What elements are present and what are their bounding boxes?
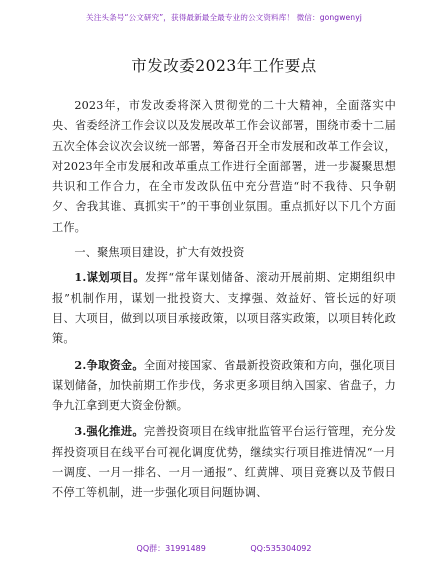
item-text: 完善投资项目在线审批监管平台运行管理，充分发挥投资项目在线平台可视化调度优势，继续实行项目推进情况“一月一调度、一月一排名、一月一通报”、红黄牌、项目竞赛以及节假日不停工等机制，进一步强化项目问题协调、: [52, 425, 396, 500]
item-lead: 2.争取资金。: [74, 357, 144, 372]
list-item: [52, 355, 396, 417]
footer-qq: QQ:535304092: [250, 544, 312, 553]
item-text: 全面对接国家、省最新投资政策和方向，强化项目谋划储备，加快前期工作步伐，务求更多项目纳入国家、省盘子，力争九江拿到更大资金份额。: [52, 358, 396, 413]
item-text: 发挥“常年谋划储备、滚动开展前期、定期组织申报”机制作用，谋划一批投资大、支撑强、效益好、管长远的好项目、大项目，做到以项目承接政策，以项目落实政策，以项目转化政策。: [52, 271, 396, 346]
list-item: [52, 421, 396, 503]
footer-contact: [0, 543, 448, 554]
item-lead: 3.强化推进。: [74, 424, 144, 439]
section-heading-1: 一、聚焦项目建设，扩大有效投资: [74, 246, 245, 260]
intro-paragraph: 2023年，市发改委将深入贯彻党的二十大精神，全面落实中央、省委经济工作会议以及发展改革工作会议部署，围绕市委十二届五次全体会议次会议统一部署，筹备召开全市发展和改革工作会议，对2023年全市发展和改革重点工作进行全面部署，进一步凝聚思想共识和工作合力，在全市发改队伍中充分营造“时不我待、只争朝夕、舍我其谁、真抓实干”的干事创业氛围。重点抓好以下几个方面工作。: [52, 99, 396, 234]
document-title: 市发改委2023年工作要点: [131, 57, 317, 75]
item-lead: 1.谋划项目。: [74, 270, 146, 285]
list-item: [52, 267, 396, 349]
footer-qq-group: QQ群：31991489: [136, 544, 206, 553]
document-body: [52, 96, 396, 509]
header-promo-note: 关注头条号“公文研究”，获得最新最全最专业的公文资料库！ 微信：gongwenyj: [86, 13, 362, 22]
